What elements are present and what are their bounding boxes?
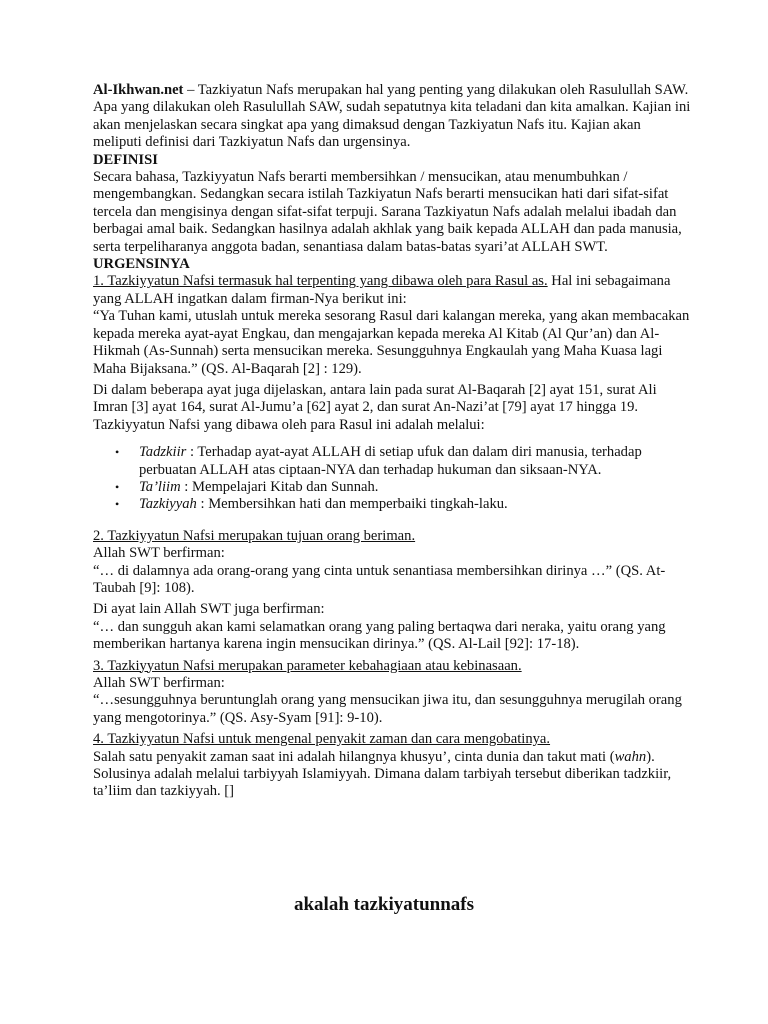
method-list [93, 444, 693, 514]
list-item-text: : Mempelajari Kitab dan Sunnah. [180, 478, 379, 495]
point-4-text-b: ). Solusinya adalah melalui tarbiyyah Islamiyyah. Dimana dalam tarbiyah tersebut diberikan tadzkiir, ta’liim dan tazkiyyah. [] [93, 748, 672, 800]
point-3-title: 3. Tazkiyyatun Nafsi merupakan parameter kebahagiaan atau kebinasaan. [93, 657, 522, 674]
list-item-text: : Terhadap ayat-ayat ALLAH di setiap ufuk dan dalam diri manusia, terhadap perbuatan ALLAH atas ciptaan-NYA dan terhadap hukuman dan siksaan-NYA. [139, 444, 642, 478]
wahn-term: wahn [614, 748, 647, 765]
point-4-text [93, 749, 693, 801]
point-2-quote: “… di dalamnya ada orang-orang yang cinta untuk senantiasa membersihkan dirinya …” (QS. At-Taubah [9]: 108). [93, 562, 666, 596]
point-1-text: Hal ini sebagaimana yang ALLAH ingatkan dalam firman-Nya berikut ini: [93, 273, 671, 307]
list-item-taliim [139, 479, 693, 496]
point-1-paragraph [93, 273, 693, 308]
term-taliim: Ta’liim [139, 478, 181, 495]
point-4-text-a: Salah satu penyakit zaman saat ini adalah hilangnya khusyu’, cinta dunia dan takut mati ( [93, 748, 615, 765]
point-2-intro: Allah SWT berfirman: [93, 545, 225, 562]
point-4-title: 4. Tazkiyyatun Nafsi untuk mengenal penyakit zaman dan cara mengobatinya. [93, 731, 551, 748]
list-item-tazkiyyah [139, 496, 693, 513]
page-title: akalah tazkiyatunnafs [293, 894, 475, 915]
intro-paragraph [93, 82, 693, 152]
point-2-quote-2: “… dan sungguh akan kami selamatkan orang yang paling bertaqwa dari neraka, yaitu orang yang memberikan hartanya karena ingin mensucikan dirinya.” (QS. Al-Lail [92]: 17-18). [93, 618, 666, 653]
point-1-quote: “Ya Tuhan kami, utuslah untuk mereka sesorang Rasul dari kalangan mereka, yang akan membacakan kepada mereka ayat-ayat Engkau, dan mengajarkan kepada mereka Al Kitab (Al Qur’an) dan Al-Hikmah (As-Sunnah) serta mensucikan mereka. Sesungguhnya Engkaulah yang Maha Kuasa lagi Maha Bijaksana.” (QS. Al-Baqarah [2] : 129). [93, 308, 690, 377]
point-1-more: Di dalam beberapa ayat juga dijelaskan, antara lain pada surat Al-Baqarah [2] ayat 151, surat Ali Imran [3] ayat 164, surat Al-Jumu’a [62] ayat 2, dan surat An-Nazi’at [79] ayat 17 hingga 19. [93, 381, 657, 416]
urgensi-heading: URGENSINYA [93, 256, 190, 273]
point-1-lead: Tazkiyyatun Nafsi yang dibawa oleh para Rasul ini adalah melalui: [93, 416, 485, 433]
source-name: Al-Ikhwan.net [93, 82, 184, 98]
term-tazkiyyah: Tazkiyyah [139, 496, 197, 513]
definisi-heading: DEFINISI [93, 151, 158, 168]
point-2-intro-2: Di ayat lain Allah SWT juga berfirman: [93, 601, 325, 618]
list-item-tadzkiir [139, 444, 693, 479]
point-3-quote: “…sesungguhnya beruntunglah orang yang mensucikan jiwa itu, dan sesungguhnya merugilah orang yang mengotorinya.” (QS. Asy-Syam [91]: 9-10). [93, 692, 682, 726]
point-1-title: 1. Tazkiyyatun Nafsi termasuk hal terpenting yang dibawa oleh para Rasul as. [93, 273, 548, 290]
point-2-title: 2. Tazkiyyatun Nafsi merupakan tujuan orang beriman. [93, 527, 416, 544]
list-item-text: : Membersihkan hati dan memperbaiki tingkah-laku. [196, 496, 508, 513]
document-body [93, 82, 693, 801]
intro-text: – Tazkiyatun Nafs merupakan hal yang penting yang dilakukan oleh Rasulullah SAW. Apa yang dilakukan oleh Rasulullah SAW, sudah sepatutnya kita teladani dan kita amalkan. Kajian ini akan menjelaskan secara singkat apa yang dimaksud dengan Tazkiyatun Nafs itu. Kajian akan meliputi definisi dari Tazkiyatun Nafs dan urgensinya. [93, 82, 691, 151]
definisi-text: Secara bahasa, Tazkiyyatun Nafs berarti membersihkan / mensucikan, atau menumbuhkan / mengembangkan. Sedangkan secara istilah Tazkiyatun Nafs berarti mensucikan hati dari sifat-sifat tercela dan mengisinya dengan sifat-sifat terpuji. Sarana Tazkiyatun Nafs adalah melalui ibadah dan berbagai amal baik. Sedangkan hasilnya adalah akhlak yang baik kepada ALLAH dan pada manusia, serta terpeliharanya anggota badan, senantiasa dalam batas-batas syari’at ALLAH SWT. [93, 169, 682, 255]
term-tadzkiir: Tadzkiir [139, 444, 187, 461]
point-3-intro: Allah SWT berfirman: [93, 675, 225, 691]
